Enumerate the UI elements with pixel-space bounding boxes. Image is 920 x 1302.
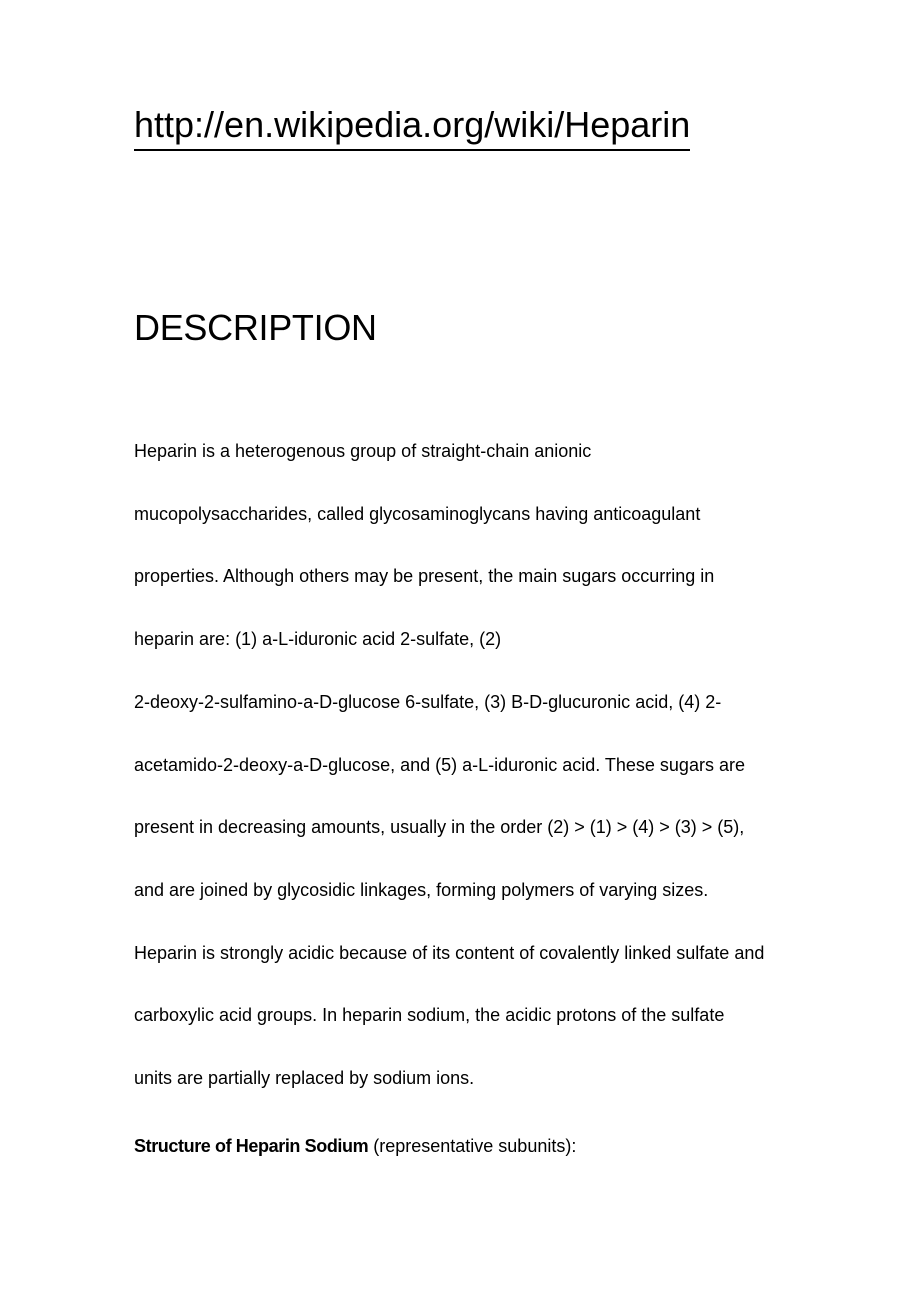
paragraph-line: heparin are: (1) a-L-iduronic acid 2-sulfate, (2) <box>134 629 502 650</box>
paragraph-line: 2-deoxy-2-sulfamino-a-D-glucose 6-sulfate, (3) B-D-glucuronic acid, (4) 2- <box>134 691 722 712</box>
paragraph-line: mucopolysaccharides, called glycosaminoglycans having anticoagulant <box>134 503 701 524</box>
paragraph-line: carboxylic acid groups. In heparin sodium, the acidic protons of the sulfate <box>134 1005 725 1026</box>
structure-caption <box>134 1133 576 1159</box>
structure-caption-subtitle: (representative subunits): <box>368 1136 577 1156</box>
paragraph-line: Heparin is strongly acidic because of its content of covalently linked sulfate and <box>134 942 765 963</box>
wikipedia-heparin-link[interactable]: http://en.wikipedia.org/wiki/Heparin <box>134 101 690 151</box>
structure-caption-title: Structure of Heparin Sodium <box>134 1136 369 1156</box>
description-heading: DESCRIPTION <box>134 307 377 348</box>
paragraph-line: acetamido-2-deoxy-a-D-glucose, and (5) a-L-iduronic acid. These sugars are <box>134 754 745 775</box>
paragraph-line: units are partially replaced by sodium ions. <box>134 1068 475 1089</box>
paragraph-line: properties. Although others may be present, the main sugars occurring in <box>134 566 715 587</box>
paragraph-line: Heparin is a heterogenous group of straight-chain anionic <box>134 441 592 461</box>
paragraph-line: present in decreasing amounts, usually in the order (2) > (1) > (4) > (3) > (5), <box>134 817 745 838</box>
paragraph-line: and are joined by glycosidic linkages, forming polymers of varying sizes. <box>134 879 709 900</box>
description-paragraph <box>134 420 814 1110</box>
